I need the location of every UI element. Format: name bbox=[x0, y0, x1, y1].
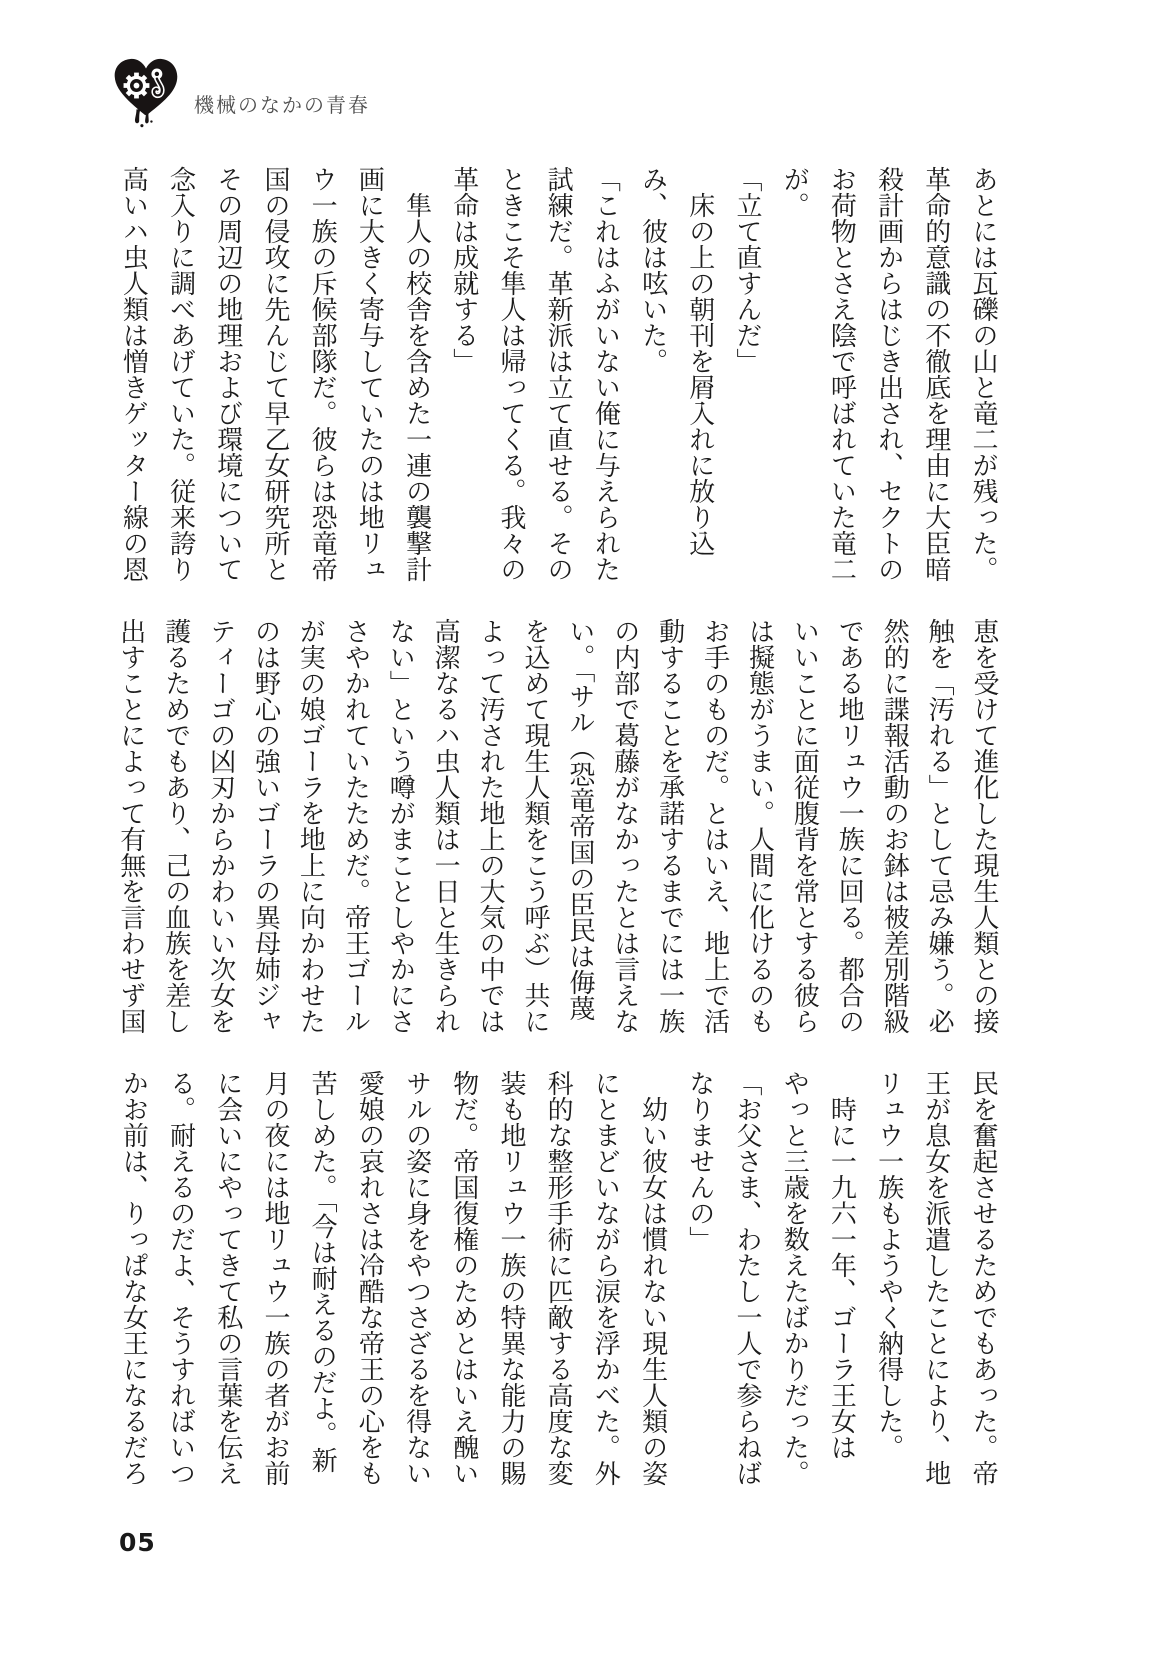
paragraph: 時に一九六一年、ゴーラ王女はやっと三歳を数えたばかりだった。 bbox=[779, 1070, 857, 1486]
text-band-2 bbox=[100, 618, 1006, 1036]
paragraph: 床の上の朝刊を屑入れに放り込み、彼は呟いた。 bbox=[637, 166, 715, 556]
paragraph: 隼人の校舎を含めた一連の襲撃計画に大きく寄与していたのは地リュウ一族の斥候部隊だ。彼らは恐竜帝国の侵攻に先んじて早乙女研究所とその周辺の地理および環境について念入りに調べあげていた。従来誇り高いハ虫人類は憎きゲッター線の恩 bbox=[118, 166, 432, 582]
text-band-1 bbox=[100, 166, 1006, 584]
page-number: 05 bbox=[119, 1528, 156, 1557]
paragraph: 「お父さま、わたし一人で参らねばなりませんの」 bbox=[684, 1070, 762, 1486]
paragraph: 恵を受けて進化した現生人類との接触を「汚れる」として忌み嫌う。必然的に諜報活動のお鉢は被差別階級である地リュウ一族に回る。都合のいいことに面従腹背を常とする彼らは擬態がうまい。人間に化けるのもお手のものだ。とはいえ、地上で活動することを承諾するまでには一族の内部で葛藤がなかったとは言えない。「サル（恐竜帝国の臣民は侮蔑を込めて現生人類をこう呼ぶ）共によって汚された地上の大気の中では高潔なるハ虫人類は一日と生きられない」という噂がまことしやかにささやかれていたためだ。帝王ゴールが実の娘ゴーラを地上に向かわせたのは野心の強いゴーラの異母姉ジャティーゴの凶刃からかわいい次女を護るためでもあり、己の血族を差し出すことによって有無を言わせず国 bbox=[115, 618, 999, 1034]
series-title: 機械のなかの青春 bbox=[194, 93, 370, 117]
paragraph: 民を奮起させるためでもあった。帝王が息女を派遣したことにより、地リュウ一族もようやく納得した。 bbox=[873, 1070, 998, 1486]
text-band-3 bbox=[100, 1070, 1006, 1488]
paragraph: 「これはふがいない俺に与えられた試練だ。革新派は立て直せる。そのときこそ隼人は帰ってくる。我々の革命は成就する」 bbox=[448, 166, 621, 582]
paragraph: あとには瓦礫の山と竜二が残った。革命的意識の不徹底を理由に大臣暗殺計画からはじき出され、セクトのお荷物とさえ陰で呼ばれていた竜二が。 bbox=[779, 166, 998, 582]
paragraph: 幼い彼女は慣れない現生人類の姿にとまどいながら涙を浮かべた。外科的な整形手術に匹敵する高度な変装も地リュウ一族の特異な能力の賜物だ。帝国復権のためとはいえ醜いサルの姿に身をやつさざるを得ない愛娘の哀れさは冷酷な帝王の心をも苦しめた。「今は耐えるのだよ。新月の夜には地リュウ一族の者がお前に会いにやってきて私の言葉を伝える。耐えるのだよ、そうすればいつかお前は、りっぱな女王になるだろ bbox=[118, 1070, 668, 1486]
paragraph: 「立て直すんだ」 bbox=[731, 166, 762, 374]
